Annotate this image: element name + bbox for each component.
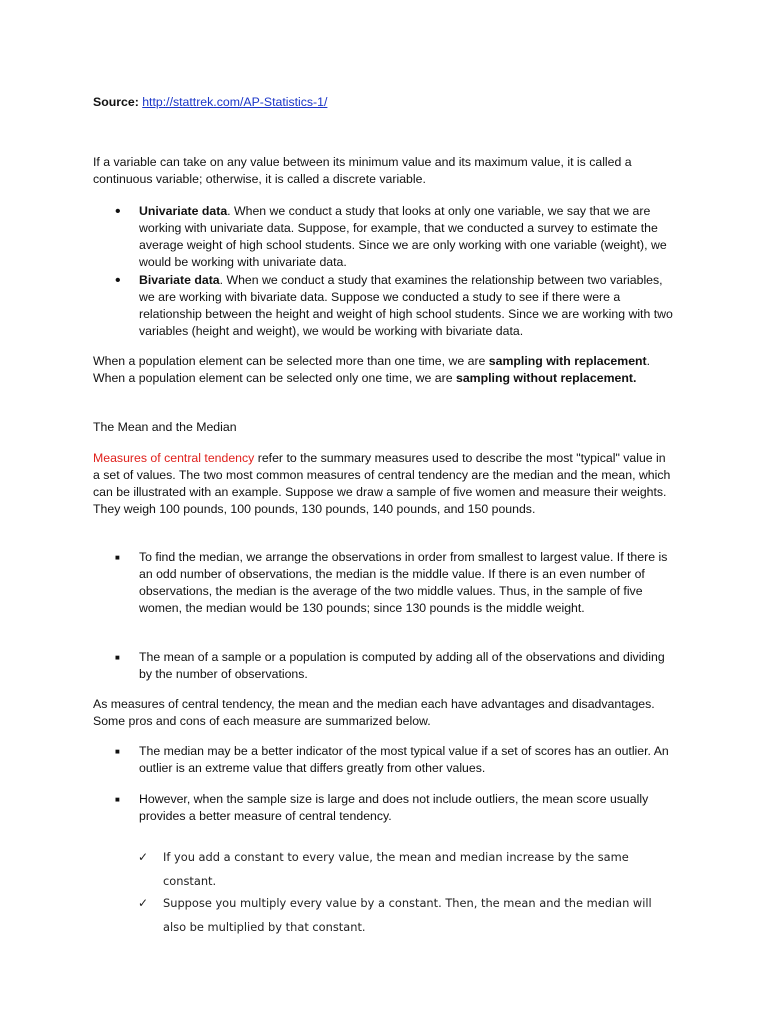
sampling-text-1: When a population element can be selected more than one time, we are bbox=[93, 354, 489, 368]
source-link[interactable]: http://stattrek.com/AP-Statistics-1/ bbox=[142, 95, 328, 109]
multiply-constant-text: Suppose you multiply every value by a constant. Then, the mean and the median will also be multiplied by that constant. bbox=[163, 896, 652, 934]
term-sampling-without-replacement: sampling without replacement bbox=[455, 371, 633, 385]
sampling-text-2: . When a population element can be selected only one time, we are bbox=[93, 354, 651, 385]
section-heading: The Mean and the Median bbox=[93, 420, 237, 434]
check-icon: ✓ bbox=[138, 850, 149, 864]
central-tendency-text: refer to the summary measures used to describe the most "typical" value in a set of values. The two most common measures of central tendency are the median and the mean, which can be illustrated with an example. Suppose we draw a sample of five women and measure their weights. They weigh 100 pounds, 100 pounds, 130 pounds, 140 pounds, and 150 pounds. bbox=[93, 451, 671, 516]
square-bullet-icon: ■ bbox=[115, 747, 120, 756]
term-central-tendency: Measures of central tendency bbox=[93, 451, 255, 465]
square-bullet-icon: ■ bbox=[115, 653, 120, 662]
check-icon: ✓ bbox=[138, 896, 149, 910]
list-item-univariate bbox=[115, 203, 674, 271]
list-item-bivariate bbox=[115, 272, 674, 340]
source-label: Source: bbox=[93, 95, 139, 109]
bivariate-text: . When we conduct a study that examines the relationship between two variables, we are working with bivariate data. Suppose we conducted a study to see if there were a relationship between the height and weight of high school students. Since we are working with two variables (height and weight), we would be working with bivariate data. bbox=[139, 273, 673, 338]
check-item-add-constant bbox=[138, 846, 668, 893]
term-sampling-with-replacement: sampling with replacement bbox=[488, 354, 647, 368]
list-item-outlier bbox=[115, 743, 674, 777]
list-item-median bbox=[115, 549, 674, 617]
square-bullet-icon: ■ bbox=[115, 553, 120, 562]
term-univariate: Univariate data bbox=[139, 204, 228, 218]
median-text: To find the median, we arrange the observations in order from smallest to largest value. If there is an odd number of observations, the median is the middle value. If there is an even number of observations, the median is the average of the two middle values. Thus, in the sample of five women, the median would be 130 pounds; since 130 pounds is the middle weight. bbox=[139, 550, 668, 615]
square-bullet-icon: ■ bbox=[115, 795, 120, 804]
outlier-text: The median may be a better indicator of the most typical value if a set of scores has an outlier. An outlier is an extreme value that differs greatly from other values. bbox=[139, 744, 669, 775]
sampling-text-3: . bbox=[632, 371, 637, 385]
univariate-text: . When we conduct a study that looks at only one variable, we say that we are working with univariate data. Suppose, for example, that we conducted a survey to estimate the average weight of high school students. Since we are only working with one variable (weight), we would be working with univariate data. bbox=[139, 204, 667, 269]
mean-text: The mean of a sample or a population is computed by adding all of the observations and dividing by the number of observations. bbox=[139, 650, 665, 681]
central-tendency-paragraph bbox=[93, 450, 673, 518]
sample-size-text: However, when the sample size is large and does not include outliers, the mean score usually provides a better measure of central tendency. bbox=[139, 792, 649, 823]
check-item-multiply-constant bbox=[138, 892, 668, 939]
intro-paragraph: If a variable can take on any value between its minimum value and its maximum value, it is called a continuous variable; otherwise, it is called a discrete variable. bbox=[93, 155, 632, 186]
list-item-sample-size bbox=[115, 791, 674, 825]
sampling-paragraph bbox=[93, 353, 673, 387]
list-item-mean bbox=[115, 649, 674, 683]
bullet-icon: • bbox=[115, 203, 121, 220]
bullet-icon: • bbox=[115, 272, 121, 289]
term-bivariate: Bivariate data bbox=[139, 273, 220, 287]
add-constant-text: If you add a constant to every value, the mean and median increase by the same constant. bbox=[163, 850, 629, 888]
source-line bbox=[93, 94, 673, 111]
pros-cons-paragraph: As measures of central tendency, the mean and the median each have advantages and disadvantages. Some pros and cons of each measure are summarized below. bbox=[93, 697, 655, 728]
